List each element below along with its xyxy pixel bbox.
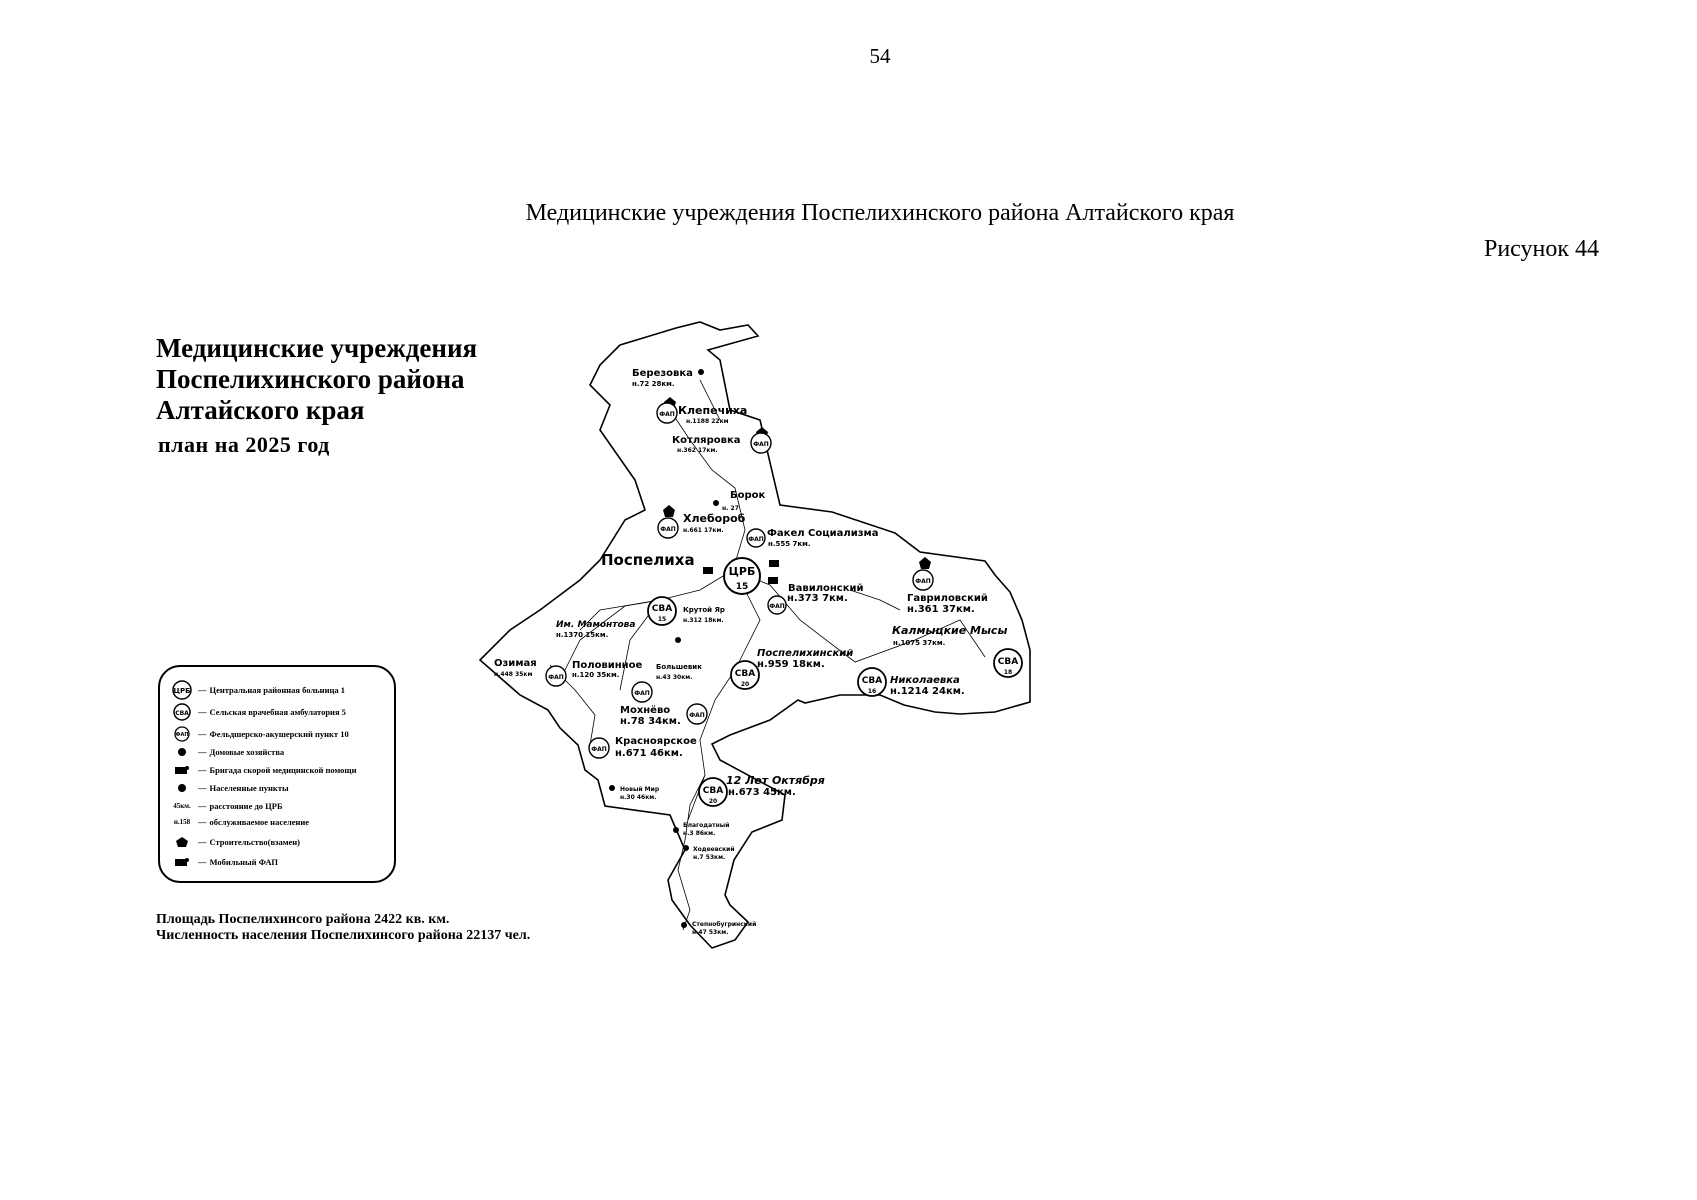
svg-text:СВА: СВА bbox=[651, 604, 673, 614]
svg-text:н.72 28км.: н.72 28км. bbox=[632, 380, 675, 388]
svg-text:н.362 17км.: н.362 17км. bbox=[677, 447, 718, 454]
sva-marker-pospelihinsky bbox=[731, 661, 759, 689]
legend-item-sva: СВА — Сельская врачебная амбулатория 5 bbox=[168, 703, 346, 721]
label-ozimaya: Озимая bbox=[494, 658, 537, 669]
svg-text:СВА: СВА bbox=[734, 669, 756, 679]
label-borok: Борок bbox=[730, 490, 766, 501]
map-title-line-3: Алтайского края bbox=[156, 395, 365, 425]
fap-vavilonsky bbox=[768, 596, 786, 614]
svg-text:н.959 18км.: н.959 18км. bbox=[757, 659, 825, 670]
svg-text:н.312 18км.: н.312 18км. bbox=[683, 617, 724, 624]
sva-marker-nikolaevka bbox=[858, 668, 886, 696]
fap-polovinnoe bbox=[632, 682, 652, 702]
svg-text:15: 15 bbox=[657, 616, 667, 623]
legend-item-distance: 45км. — расстояние до ЦРБ bbox=[173, 801, 283, 811]
label-mohnovo: Мохнёво bbox=[620, 705, 671, 716]
fap-ozimaya bbox=[546, 666, 566, 686]
label-fakel: Факел Социализма bbox=[767, 528, 879, 539]
svg-text:н.673 45км.: н.673 45км. bbox=[728, 787, 796, 798]
svg-text:ФАП: ФАП bbox=[591, 746, 607, 753]
svg-text:н.661 17км.: н.661 17км. bbox=[683, 527, 724, 534]
fap-kotlyarovka bbox=[751, 433, 771, 453]
ambulance-legend-icon bbox=[168, 765, 196, 775]
map-title-line-2: Поспелихинского района bbox=[156, 364, 465, 394]
area-note: Площадь Поспелихинсого района 2422 кв. км. bbox=[156, 912, 450, 927]
legend-item-fap: ФАП — Фельдшерско-акушерский пункт 10 bbox=[168, 725, 349, 743]
svg-text:ФАП: ФАП bbox=[915, 578, 931, 585]
label-bolshevik: Большевик bbox=[656, 663, 702, 671]
svg-text:ФАП: ФАП bbox=[659, 411, 675, 418]
crb-marker bbox=[724, 558, 760, 594]
svg-text:н.1214 24км.: н.1214 24км. bbox=[890, 686, 965, 697]
svg-text:н. 27: н. 27 bbox=[722, 505, 739, 512]
svg-text:16: 16 bbox=[867, 688, 877, 695]
svg-text:н.555 7км.: н.555 7км. bbox=[768, 540, 811, 548]
svg-text:СВА: СВА bbox=[175, 710, 189, 717]
svg-text:ФАП: ФАП bbox=[660, 526, 676, 533]
fap-mohnovo bbox=[687, 704, 707, 724]
crb-code: ЦРБ bbox=[728, 565, 756, 578]
sva-marker-oktyabr bbox=[699, 778, 727, 806]
svg-text:н.1075 37км.: н.1075 37км. bbox=[893, 639, 946, 647]
svg-text:н.30 46км.: н.30 46км. bbox=[620, 794, 657, 801]
settlement-legend-icon bbox=[168, 783, 196, 793]
label-hleborob: Хлебороб bbox=[683, 512, 746, 525]
crb-number: 15 bbox=[735, 582, 749, 592]
label-kotlyarovka: Котляровка bbox=[672, 435, 741, 446]
label-pospeliha: Поспелиха bbox=[601, 551, 695, 569]
label-klepechiha: Клепечиха bbox=[678, 404, 748, 417]
label-gavrilovsky: Гавриловский bbox=[907, 593, 988, 604]
label-noviy-mir: Новый Мир bbox=[620, 786, 660, 793]
legend-item-settlements: — Населенные пункты bbox=[168, 779, 289, 797]
sva-marker-mamontova bbox=[648, 597, 676, 625]
svg-text:ФАП: ФАП bbox=[769, 603, 785, 610]
label-polovinnoe: Половинное bbox=[572, 660, 643, 671]
fap-hleborob bbox=[658, 518, 678, 538]
svg-text:н.78 34км.: н.78 34км. bbox=[620, 716, 681, 727]
svg-text:н.671 46км.: н.671 46км. bbox=[615, 748, 683, 759]
fap-legend-icon bbox=[168, 724, 196, 744]
legend-item-mobile-fap: — Мобильный ФАП bbox=[168, 853, 278, 871]
svg-text:ФАП: ФАП bbox=[175, 732, 189, 738]
svg-text:н.1370 15км.: н.1370 15км. bbox=[556, 631, 609, 639]
svg-text:ФАП: ФАП bbox=[753, 441, 769, 448]
pentagon-legend-icon bbox=[168, 836, 196, 848]
figure-label: Рисунок 44 bbox=[1483, 236, 1599, 262]
page-number: 54 bbox=[869, 44, 891, 68]
svg-text:н.1188 22км: н.1188 22км bbox=[686, 418, 729, 425]
svg-text:н.3 86км.: н.3 86км. bbox=[683, 830, 716, 837]
label-krasnoyarskoe: Красноярское bbox=[615, 736, 697, 747]
svg-text:20: 20 bbox=[708, 798, 718, 805]
legend-item-ambulance: — Бригада скорой медицинской помощи bbox=[168, 761, 357, 779]
document-title: Медицинские учреждения Поспелихинского района Алтайского края bbox=[525, 200, 1235, 226]
map-title-line-1: Медицинские учреждения bbox=[156, 333, 478, 363]
label-berezovka: Березовка bbox=[632, 368, 693, 379]
svg-text:20: 20 bbox=[740, 681, 750, 688]
label-kalmytskie: Калмыцкие Мысы bbox=[892, 624, 1008, 637]
crb-legend-icon bbox=[168, 680, 196, 700]
svg-text:СВА: СВА bbox=[702, 786, 724, 796]
svg-text:ФАП: ФАП bbox=[548, 674, 564, 681]
place-labels bbox=[494, 368, 1007, 936]
fap-gavrilovsky bbox=[913, 570, 933, 590]
label-oktyabr: 12 Лет Октября bbox=[726, 774, 825, 787]
svg-text:н.373 7км.: н.373 7км. bbox=[787, 593, 848, 604]
dot-legend-icon bbox=[168, 747, 196, 757]
legend bbox=[158, 665, 396, 883]
sva-marker-kalmytskie bbox=[994, 649, 1022, 677]
svg-text:н.7 53км.: н.7 53км. bbox=[693, 854, 726, 861]
svg-text:СВА: СВА bbox=[861, 676, 883, 686]
population-note: Численность населения Поспелихинсого района 22137 чел. bbox=[156, 928, 531, 943]
svg-text:н.120 35км.: н.120 35км. bbox=[572, 671, 620, 679]
legend-item-construction: — Строительство(взамен) bbox=[168, 833, 300, 851]
mobile-fap-legend-icon bbox=[168, 857, 196, 867]
svg-text:н.448 35км: н.448 35км bbox=[494, 671, 533, 678]
label-stepnobugrinsky: Степнобугринский bbox=[692, 921, 757, 928]
label-vavilonsky: Вавилонский bbox=[788, 583, 864, 594]
label-hodeevsky: Ходеевский bbox=[693, 846, 735, 853]
legend-item-crb: ЦРБ — Центральная районная больница 1 bbox=[168, 681, 345, 699]
svg-text:н.47 53км.: н.47 53км. bbox=[692, 929, 729, 936]
label-mamontova: Им. Мамонтова bbox=[556, 620, 636, 630]
legend-item-population: н.158 — обслуживаемое население bbox=[173, 817, 310, 827]
label-pospelihinsky: Поспелихинский bbox=[757, 648, 854, 659]
fap-klepechiha bbox=[657, 403, 677, 423]
sva-legend-icon bbox=[168, 702, 196, 722]
label-nikolaevka: Николаевка bbox=[890, 675, 960, 686]
map-footer bbox=[156, 912, 530, 944]
svg-text:СВА: СВА bbox=[997, 657, 1019, 667]
svg-text:18: 18 bbox=[1003, 669, 1013, 676]
map-subtitle: план на 2025 год bbox=[158, 432, 330, 457]
svg-text:н.361 37км.: н.361 37км. bbox=[907, 604, 975, 615]
svg-text:ФАП: ФАП bbox=[689, 712, 705, 719]
svg-text:ФАП: ФАП bbox=[634, 690, 650, 697]
label-blagodatny: Благодатный bbox=[683, 822, 730, 829]
fap-krasnoyarskoe bbox=[589, 738, 609, 758]
label-krutoy: Крутой Яр bbox=[683, 606, 725, 614]
svg-text:н.43 30км.: н.43 30км. bbox=[656, 674, 693, 681]
svg-text:ФАП: ФАП bbox=[748, 536, 764, 543]
legend-item-households: — Домовые хозяйства bbox=[168, 743, 284, 761]
svg-text:ЦРБ: ЦРБ bbox=[173, 687, 191, 695]
fap-fakel bbox=[747, 529, 765, 547]
